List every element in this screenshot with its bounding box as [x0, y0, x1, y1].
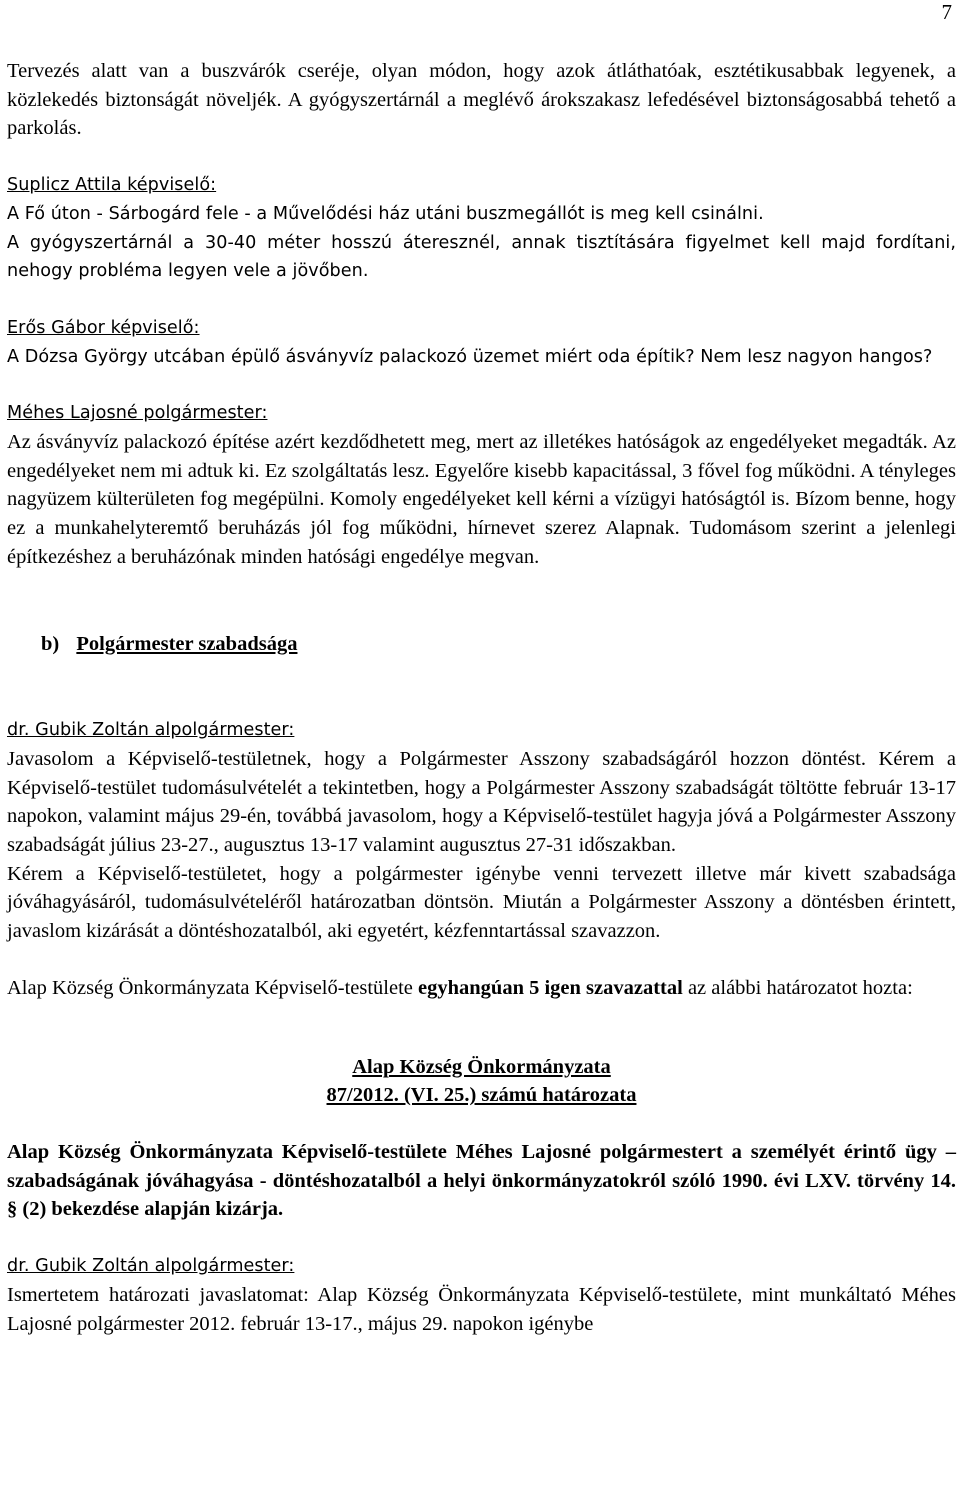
document-body [7, 57, 956, 1338]
paragraph-gubik-resolution: Ismertetem határozati javaslatomat: Alap Község Önkormányzata Képviselő-testülete, mint munkáltató Méhes Lajosné polgármester 2012. február 13-17., május 29. napokon igénybe [7, 1283, 956, 1335]
paragraph-suplicz-2: A gyógyszertárnál a 30-40 méter hosszú áteresznél, annak tisztítására figyelmet kell majd fordítani, nehogy probléma legyen vele a jövőben. [7, 232, 956, 282]
vote-text-pre: Alap Község Önkormányzata Képviselő-testülete [7, 976, 419, 999]
paragraph-gubik-proposal: Javasolom a Képviselő-testületnek, hogy a Polgármester Asszony szabadságáról hozzon döntést. Kérem a Képviselő-testület tudomásulvételét a tekintetben, hogy a Polgármester Asszony szabadságát töltötte február 13-17 napokon, valamint május 29-én, továbbá javasolom, hogy a Képviselő-testület hagyja jóvá a Polgármester Asszony szabadságát július 23-27., augusztus 13-17 valamint augusztus 27-31 időszakban. [7, 747, 956, 857]
vote-count: egyhangúan 5 igen szavazattal [418, 976, 683, 999]
paragraph-bus-stops: Tervezés alatt van a buszvárók cseréje, olyan módon, hogy azok átláthatóak, esztétikusabbak legyenek, a közlekedés biztonságát növeljék. A gyógyszertárnál a meglévő árokszakasz lefedésével biztonságosabbá tehető a parkolás. [7, 60, 956, 140]
paragraph-suplicz-1: A Fő úton - Sárbogárd fele - a Művelődési ház utáni buszmegállót is meg kell csinálni. [7, 203, 764, 224]
section-letter: b) [41, 632, 60, 655]
section-title: Polgármester szabadsága [76, 632, 298, 655]
vote-text-post: az alábbi határozatot hozta: [682, 976, 913, 999]
resolution-title-2: 87/2012. (VI. 25.) számú határozata [326, 1084, 637, 1107]
speaker-eros: Erős Gábor képviselő: [7, 317, 200, 338]
section-heading-b [7, 630, 956, 659]
speaker-gubik: dr. Gubik Zoltán alpolgármester: [7, 720, 295, 741]
speaker-suplicz: Suplicz Attila képviselő: [7, 175, 217, 196]
speaker-gubik-2: dr. Gubik Zoltán alpolgármester: [7, 1256, 295, 1277]
paragraph-mayor-answer: Az ásványvíz palackozó építése azért kezdődhetett meg, mert az illetékes hatóságok az engedélyeket megadták. Az engedélyeket nem mi adtuk ki. Ez szolgáltatás lesz. Egyelőre kisebb kapacitással, 3 fővel fog működni. A tényleges nagyüzem külterületen fog megépülni. Komoly engedélyeket kell kérni a vízügyi hatóságtól is. Bízom benne, hogy ez a munkahelyteremtő beruházás jól fog működni, hírnevet szerez Alapnak. Tudomásom szerint a jelenlegi építkezéshez a beruházónak minden hatósági engedélye megvan. [7, 431, 956, 568]
paragraph-eros: A Dózsa György utcában épülő ásványvíz palackozó üzemet miért oda építik? Nem lesz nagyon hangos? [7, 346, 933, 367]
speaker-mayor: Méhes Lajosné polgármester: [7, 403, 268, 424]
page-number: 7 [941, 0, 952, 24]
resolution-text: Alap Község Önkormányzata Képviselő-testülete Méhes Lajosné polgármestert a személyét érintő ügy – szabadságának jóváhagyása - döntéshozatalból a helyi önkormányzatokról szóló 1990. évi LXV. törvény 14. § (2) bekezdése alapján kizárja. [7, 1140, 956, 1221]
paragraph-vote-result [7, 974, 956, 1003]
document-page [7, 0, 956, 1488]
resolution-title-1: Alap Község Önkormányzata [352, 1055, 611, 1078]
paragraph-gubik-request: Kérem a Képviselő-testületet, hogy a polgármester igénybe venni tervezett illetve már kivett szabadsága jóváhagyásáról, tudomásulvételéről határozatban döntsön. Miután a Polgármester Asszony a döntésben érintett, javaslom kizárását a döntéshozatalból, aki egyetért, kézfenntartással szavazzon. [7, 862, 956, 943]
